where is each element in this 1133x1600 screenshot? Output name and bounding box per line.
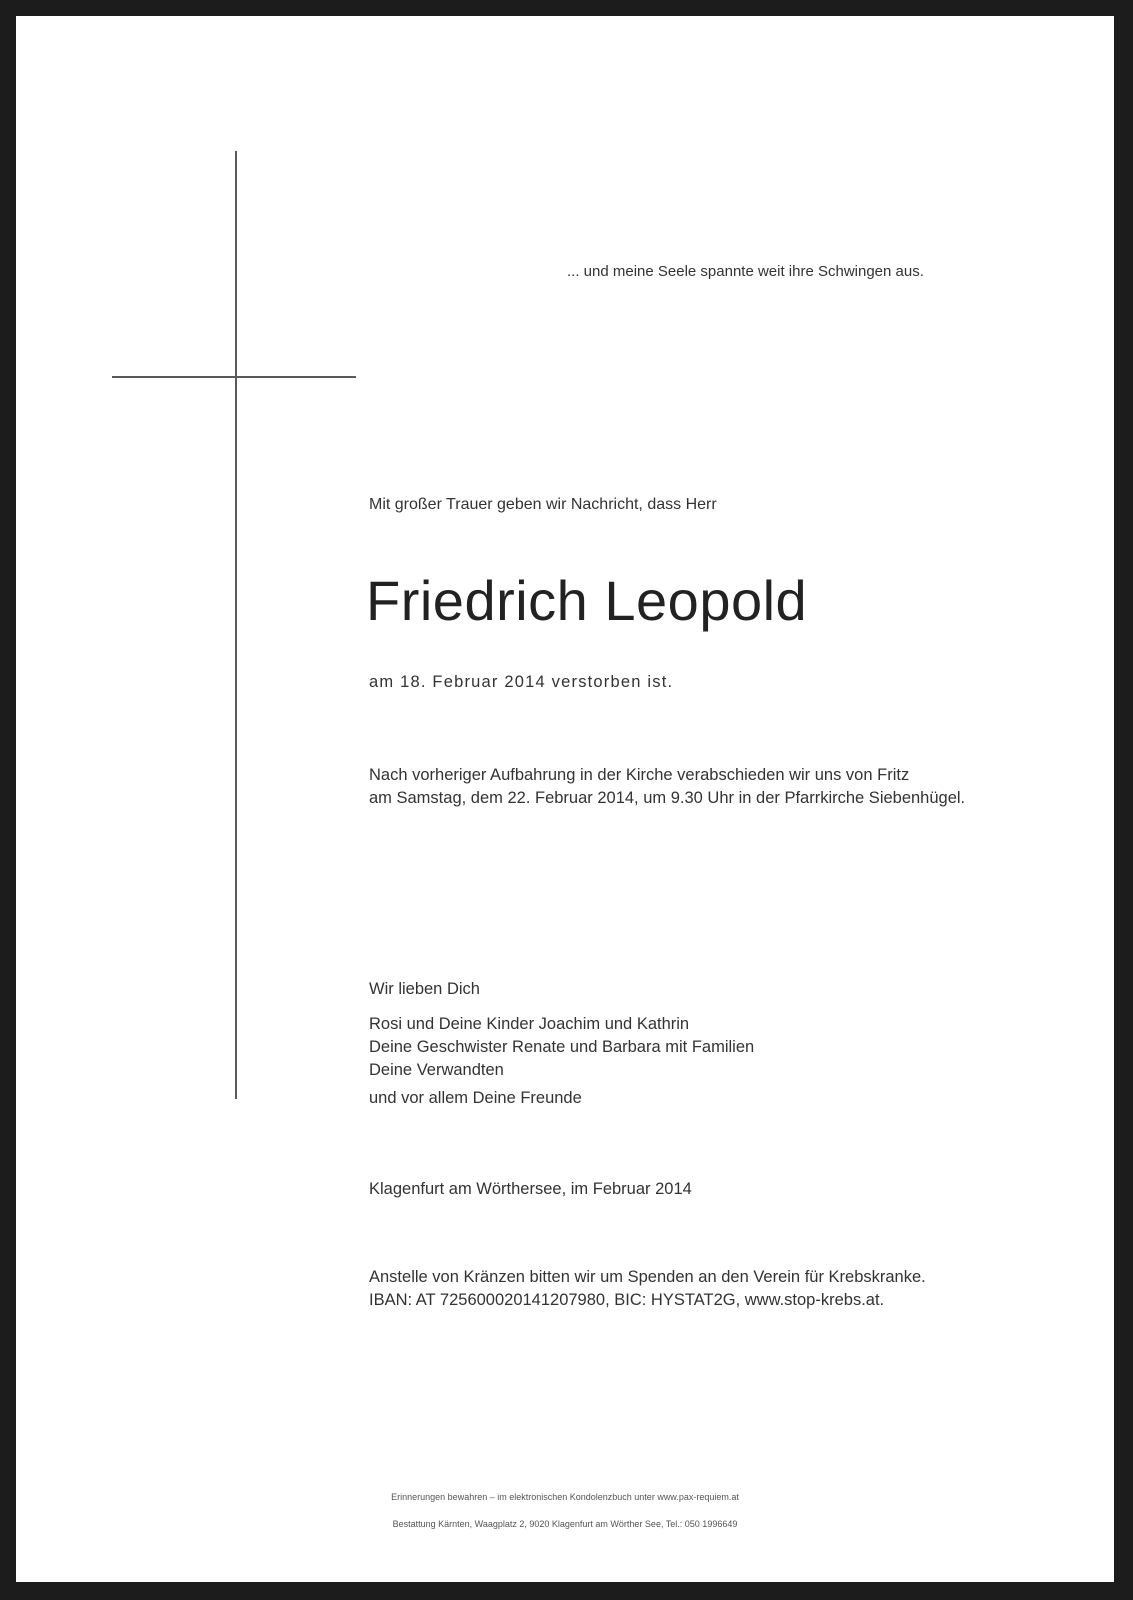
family-list bbox=[369, 1013, 754, 1082]
family-line: Deine Geschwister Renate und Barbara mit Familien bbox=[369, 1038, 755, 1056]
service-info bbox=[369, 764, 965, 810]
footer-condolence: Erinnerungen bewahren – im elektronischen Kondolenzbuch unter www.pax-requiem.at bbox=[391, 1492, 739, 1502]
deceased-name: Friedrich Leopold bbox=[366, 569, 808, 632]
place-date: Klagenfurt am Wörthersee, im Februar 2014 bbox=[369, 1180, 692, 1198]
family-line: Rosi und Deine Kinder Joachim und Kathrin bbox=[369, 1015, 690, 1033]
friends-line: und vor allem Deine Freunde bbox=[369, 1089, 582, 1107]
service-line: Nach vorheriger Aufbahrung in der Kirche verabschieden wir uns von Fritz bbox=[369, 766, 910, 784]
obituary-page bbox=[16, 16, 1114, 1582]
donation-line: Anstelle von Kränzen bitten wir um Spenden an den Verein für Krebskranke. bbox=[369, 1268, 926, 1286]
death-date: am 18. Februar 2014 verstorben ist. bbox=[369, 673, 674, 691]
donation-line: IBAN: AT 725600020141207980, BIC: HYSTAT2G, www.stop-krebs.at. bbox=[369, 1291, 885, 1309]
love-line: Wir lieben Dich bbox=[369, 980, 480, 998]
donation-info bbox=[369, 1266, 926, 1312]
service-line: am Samstag, dem 22. Februar 2014, um 9.30 Uhr in der Pfarrkirche Siebenhügel. bbox=[369, 789, 966, 807]
intro-text: Mit großer Trauer geben wir Nachricht, dass Herr bbox=[369, 496, 717, 513]
motto: ... und meine Seele spannte weit ihre Schwingen aus. bbox=[567, 263, 924, 280]
footer-address: Bestattung Kärnten, Waagplatz 2, 9020 Klagenfurt am Wörther See, Tel.: 050 1996649 bbox=[392, 1519, 738, 1529]
cross-icon-vertical bbox=[235, 151, 237, 1099]
family-line: Deine Verwandten bbox=[369, 1061, 504, 1079]
cross-icon-horizontal bbox=[112, 376, 356, 378]
